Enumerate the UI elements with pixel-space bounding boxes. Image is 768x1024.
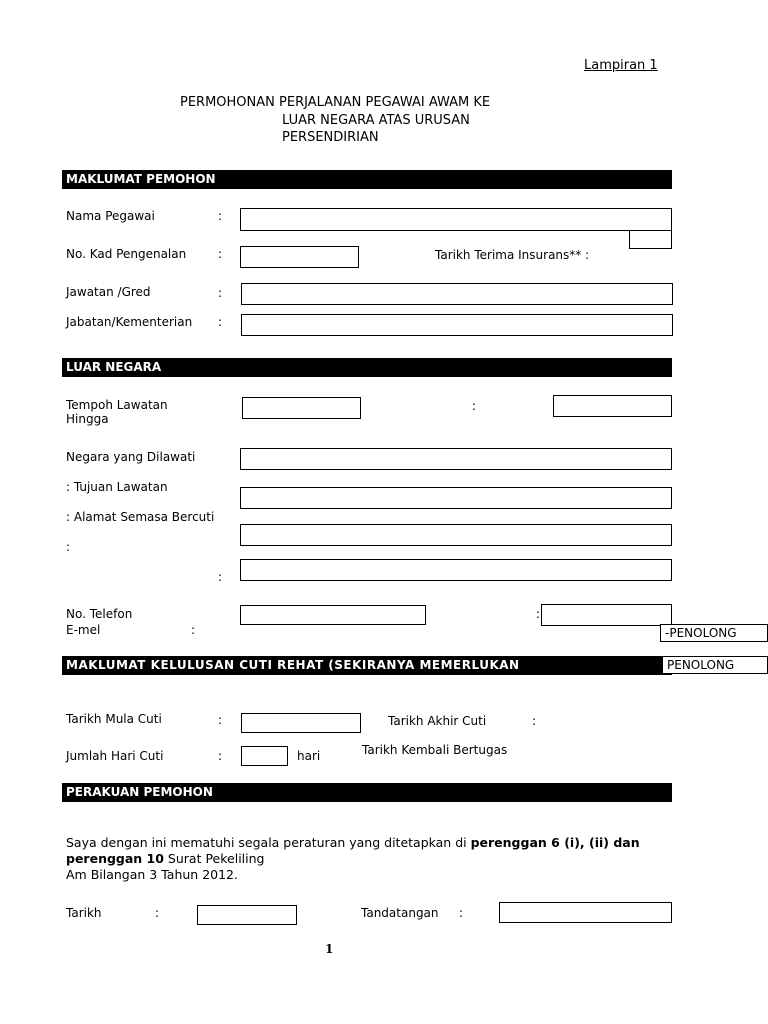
colon: : <box>472 399 477 413</box>
section-header-cuti: MAKLUMAT KELULUSAN CUTI REHAT (SEKIRANYA MEMERLUKAN <box>62 656 672 675</box>
tandatangan-field[interactable] <box>499 902 672 923</box>
colon: : <box>218 286 223 300</box>
colon: : <box>218 713 223 727</box>
telefon-label: No. Telefon <box>66 607 133 621</box>
alamat-label: : Alamat Semasa Bercuti <box>66 510 215 524</box>
insurans-label: Tarikh Terima Insurans** : <box>435 248 590 262</box>
colon: : <box>155 906 160 920</box>
tempoh-to-field[interactable] <box>553 395 672 417</box>
jawatan-label: Jawatan /Gred <box>66 285 151 299</box>
colon: : <box>218 247 223 261</box>
emel-label: E-mel <box>66 623 101 637</box>
kad-field[interactable] <box>240 246 359 268</box>
tujuan-field[interactable] <box>240 487 672 509</box>
tandatangan-label: Tandatangan <box>361 906 439 920</box>
penolong-tag-1: -PENOLONG <box>660 624 768 642</box>
jumlah-cuti-label: Jumlah Hari Cuti <box>66 749 164 763</box>
perakuan-text-line-2 <box>66 852 264 866</box>
colon: : <box>536 607 541 621</box>
colon: : <box>218 749 223 763</box>
nama-field[interactable] <box>240 208 672 231</box>
colon: : <box>532 714 537 728</box>
colon: : <box>218 570 223 584</box>
jabatan-field[interactable] <box>241 314 673 336</box>
akhir-cuti-label: Tarikh Akhir Cuti <box>388 714 487 728</box>
colon: : <box>459 906 464 920</box>
jawatan-field[interactable] <box>241 283 673 305</box>
lampiran-label: Lampiran 1 <box>584 58 658 73</box>
insurans-field[interactable] <box>629 230 672 249</box>
colon: : <box>218 209 223 223</box>
perakuan-bold-1: perenggan 6 (i), (ii) dan <box>470 835 640 850</box>
colon: : <box>191 623 196 637</box>
section-header-pemohon: MAKLUMAT PEMOHON <box>62 170 672 189</box>
section-header-perakuan: PERAKUAN PEMOHON <box>62 783 672 802</box>
penolong-tag-2: PENOLONG <box>662 656 768 674</box>
kembali-label: Tarikh Kembali Bertugas <box>362 743 508 757</box>
perakuan-text-line-3: Am Bilangan 3 Tahun 2012. <box>66 867 238 882</box>
negara-label: Negara yang Dilawati <box>66 450 196 464</box>
perakuan-bold-2: perenggan 10 <box>66 851 164 866</box>
jabatan-label: Jabatan/Kementerian <box>66 315 193 329</box>
title-line-1: PERMOHONAN PERJALANAN PEGAWAI AWAM KE <box>180 95 491 110</box>
page-number: 1 <box>325 942 334 956</box>
tujuan-label: : Tujuan Lawatan <box>66 480 168 494</box>
telefon-field[interactable] <box>240 605 426 625</box>
mula-cuti-label: Tarikh Mula Cuti <box>66 712 162 726</box>
tarikh-label: Tarikh <box>66 906 102 920</box>
tempoh-from-field[interactable] <box>242 397 361 419</box>
emel-field[interactable] <box>541 604 672 626</box>
title-line-3: PERSENDIRIAN <box>282 130 379 145</box>
mula-cuti-field[interactable] <box>241 713 361 733</box>
tempoh-label: Tempoh Lawatan <box>66 398 168 412</box>
title-line-2: LUAR NEGARA ATAS URUSAN <box>282 113 470 128</box>
perakuan-text-line-1 <box>66 836 640 850</box>
hari-label: hari <box>297 749 321 763</box>
colon: : <box>66 540 71 554</box>
nama-label: Nama Pegawai <box>66 209 155 223</box>
perakuan-text-a: Saya dengan ini mematuhi segala peraturan yang ditetapkan di <box>66 835 471 850</box>
kad-label: No. Kad Pengenalan <box>66 247 187 261</box>
alamat-field-1[interactable] <box>240 524 672 546</box>
section-header-luar-negara: LUAR NEGARA <box>62 358 672 377</box>
negara-field[interactable] <box>240 448 672 470</box>
colon: : <box>218 315 223 329</box>
hingga-label: Hingga <box>66 412 109 426</box>
perakuan-text-b: Surat Pekeliling <box>163 851 265 866</box>
jumlah-cuti-field[interactable] <box>241 746 288 766</box>
tarikh-field[interactable] <box>197 905 297 925</box>
alamat-field-2[interactable] <box>240 559 672 581</box>
